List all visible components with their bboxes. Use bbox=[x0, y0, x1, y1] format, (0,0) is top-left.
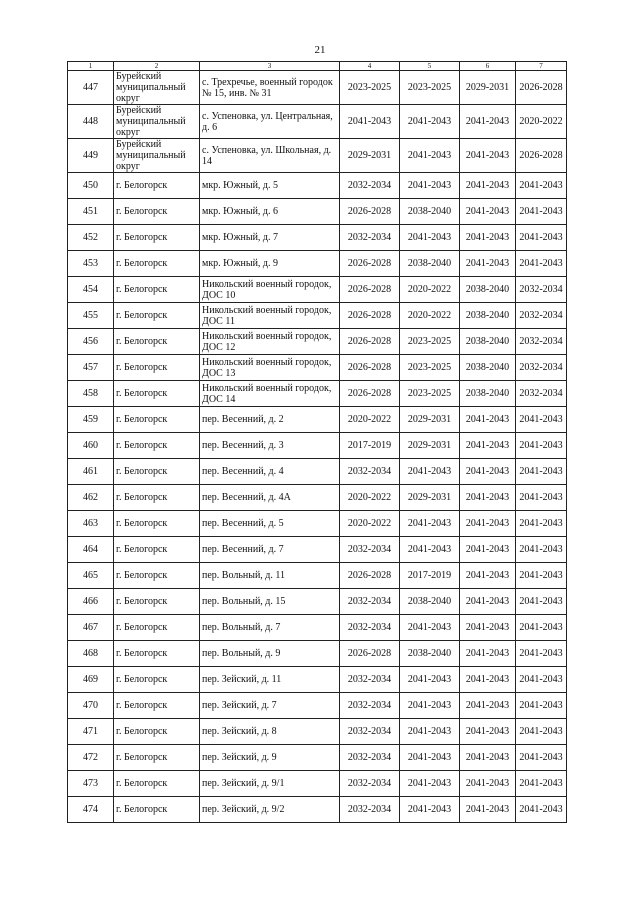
period-cell: 2041-2043 bbox=[400, 693, 460, 719]
municipality-cell: г. Белогорск bbox=[114, 407, 200, 433]
period-cell: 2026-2028 bbox=[340, 355, 400, 381]
period-cell: 2041-2043 bbox=[516, 199, 567, 225]
period-cell: 2041-2043 bbox=[516, 563, 567, 589]
period-cell: 2032-2034 bbox=[340, 745, 400, 771]
municipality-cell: г. Белогорск bbox=[114, 511, 200, 537]
period-cell: 2041-2043 bbox=[516, 797, 567, 823]
address-cell: Никольский военный городок, ДОС 14 bbox=[200, 381, 340, 407]
row-number: 460 bbox=[68, 433, 114, 459]
column-number: 3 bbox=[200, 62, 340, 71]
column-number: 5 bbox=[400, 62, 460, 71]
period-cell: 2041-2043 bbox=[460, 485, 516, 511]
period-cell: 2041-2043 bbox=[460, 139, 516, 173]
table-row bbox=[68, 511, 567, 537]
municipality-cell: г. Белогорск bbox=[114, 199, 200, 225]
period-cell: 2026-2028 bbox=[340, 563, 400, 589]
period-cell: 2032-2034 bbox=[340, 771, 400, 797]
period-cell: 2041-2043 bbox=[400, 105, 460, 139]
address-cell: пер. Весенний, д. 4 bbox=[200, 459, 340, 485]
table-row bbox=[68, 745, 567, 771]
period-cell: 2032-2034 bbox=[340, 537, 400, 563]
row-number: 473 bbox=[68, 771, 114, 797]
period-cell: 2041-2043 bbox=[460, 199, 516, 225]
row-number: 470 bbox=[68, 693, 114, 719]
municipality-cell: г. Белогорск bbox=[114, 615, 200, 641]
period-cell: 2026-2028 bbox=[340, 303, 400, 329]
municipality-cell: г. Белогорск bbox=[114, 771, 200, 797]
address-cell: пер. Весенний, д. 4А bbox=[200, 485, 340, 511]
period-cell: 2041-2043 bbox=[460, 719, 516, 745]
period-cell: 2041-2043 bbox=[400, 459, 460, 485]
period-cell: 2041-2043 bbox=[516, 719, 567, 745]
row-number: 466 bbox=[68, 589, 114, 615]
period-cell: 2041-2043 bbox=[340, 105, 400, 139]
municipality-cell: г. Белогорск bbox=[114, 329, 200, 355]
table-row bbox=[68, 225, 567, 251]
column-number: 2 bbox=[114, 62, 200, 71]
period-cell: 2041-2043 bbox=[400, 139, 460, 173]
municipality-cell: г. Белогорск bbox=[114, 277, 200, 303]
period-cell: 2041-2043 bbox=[400, 173, 460, 199]
table-row bbox=[68, 173, 567, 199]
row-number: 456 bbox=[68, 329, 114, 355]
period-cell: 2026-2028 bbox=[516, 71, 567, 105]
period-cell: 2029-2031 bbox=[400, 407, 460, 433]
row-number: 474 bbox=[68, 797, 114, 823]
municipality-cell: г. Белогорск bbox=[114, 537, 200, 563]
period-cell: 2023-2025 bbox=[400, 329, 460, 355]
table-row bbox=[68, 485, 567, 511]
period-cell: 2026-2028 bbox=[340, 381, 400, 407]
address-cell: пер. Зейский, д. 9/1 bbox=[200, 771, 340, 797]
table-row bbox=[68, 329, 567, 355]
period-cell: 2026-2028 bbox=[516, 139, 567, 173]
row-number: 467 bbox=[68, 615, 114, 641]
period-cell: 2041-2043 bbox=[400, 667, 460, 693]
period-cell: 2032-2034 bbox=[340, 589, 400, 615]
address-cell: с. Успеновка, ул. Центральная, д. 6 bbox=[200, 105, 340, 139]
period-cell: 2038-2040 bbox=[400, 641, 460, 667]
row-number: 450 bbox=[68, 173, 114, 199]
table-row bbox=[68, 667, 567, 693]
period-cell: 2038-2040 bbox=[460, 303, 516, 329]
table-row bbox=[68, 355, 567, 381]
period-cell: 2041-2043 bbox=[460, 667, 516, 693]
row-number: 458 bbox=[68, 381, 114, 407]
period-cell: 2041-2043 bbox=[516, 693, 567, 719]
period-cell: 2041-2043 bbox=[516, 589, 567, 615]
period-cell: 2038-2040 bbox=[400, 589, 460, 615]
municipality-cell: г. Белогорск bbox=[114, 641, 200, 667]
table-row bbox=[68, 719, 567, 745]
table-row bbox=[68, 615, 567, 641]
row-number: 463 bbox=[68, 511, 114, 537]
address-cell: Никольский военный городок, ДОС 13 bbox=[200, 355, 340, 381]
period-cell: 2032-2034 bbox=[516, 277, 567, 303]
municipality-cell: г. Белогорск bbox=[114, 719, 200, 745]
period-cell: 2017-2019 bbox=[340, 433, 400, 459]
row-number: 454 bbox=[68, 277, 114, 303]
address-cell: пер. Вольный, д. 9 bbox=[200, 641, 340, 667]
row-number: 469 bbox=[68, 667, 114, 693]
period-cell: 2032-2034 bbox=[516, 329, 567, 355]
row-number: 453 bbox=[68, 251, 114, 277]
table-row bbox=[68, 797, 567, 823]
municipality-cell: г. Белогорск bbox=[114, 433, 200, 459]
period-cell: 2041-2043 bbox=[460, 459, 516, 485]
table-body bbox=[68, 71, 567, 823]
period-cell: 2041-2043 bbox=[460, 251, 516, 277]
period-cell: 2023-2025 bbox=[400, 381, 460, 407]
period-cell: 2029-2031 bbox=[400, 433, 460, 459]
period-cell: 2041-2043 bbox=[460, 433, 516, 459]
period-cell: 2041-2043 bbox=[400, 511, 460, 537]
period-cell: 2041-2043 bbox=[460, 641, 516, 667]
row-number: 449 bbox=[68, 139, 114, 173]
address-cell: с. Успеновка, ул. Школьная, д. 14 bbox=[200, 139, 340, 173]
row-number: 465 bbox=[68, 563, 114, 589]
address-cell: пер. Зейский, д. 9 bbox=[200, 745, 340, 771]
period-cell: 2041-2043 bbox=[516, 771, 567, 797]
period-cell: 2023-2025 bbox=[400, 355, 460, 381]
table-row bbox=[68, 139, 567, 173]
address-cell: с. Трехречье, военный городок № 15, инв. № 31 bbox=[200, 71, 340, 105]
address-cell: пер. Зейский, д. 9/2 bbox=[200, 797, 340, 823]
period-cell: 2032-2034 bbox=[340, 615, 400, 641]
period-cell: 2029-2031 bbox=[400, 485, 460, 511]
period-cell: 2041-2043 bbox=[460, 407, 516, 433]
period-cell: 2038-2040 bbox=[400, 199, 460, 225]
municipality-cell: г. Белогорск bbox=[114, 381, 200, 407]
period-cell: 2020-2022 bbox=[340, 485, 400, 511]
row-number: 459 bbox=[68, 407, 114, 433]
table-row bbox=[68, 303, 567, 329]
period-cell: 2041-2043 bbox=[516, 225, 567, 251]
period-cell: 2032-2034 bbox=[340, 693, 400, 719]
period-cell: 2041-2043 bbox=[460, 797, 516, 823]
municipality-cell: г. Белогорск bbox=[114, 485, 200, 511]
period-cell: 2026-2028 bbox=[340, 251, 400, 277]
period-cell: 2041-2043 bbox=[400, 719, 460, 745]
row-number: 472 bbox=[68, 745, 114, 771]
row-number: 455 bbox=[68, 303, 114, 329]
municipality-cell: г. Белогорск bbox=[114, 797, 200, 823]
address-cell: пер. Зейский, д. 7 bbox=[200, 693, 340, 719]
period-cell: 2041-2043 bbox=[516, 251, 567, 277]
period-cell: 2032-2034 bbox=[340, 173, 400, 199]
row-number: 461 bbox=[68, 459, 114, 485]
address-cell: мкр. Южный, д. 5 bbox=[200, 173, 340, 199]
municipality-cell: г. Белогорск bbox=[114, 459, 200, 485]
period-cell: 2041-2043 bbox=[460, 615, 516, 641]
municipality-cell: г. Белогорск bbox=[114, 693, 200, 719]
period-cell: 2041-2043 bbox=[516, 433, 567, 459]
period-cell: 2032-2034 bbox=[340, 225, 400, 251]
period-cell: 2020-2022 bbox=[400, 277, 460, 303]
column-number: 1 bbox=[68, 62, 114, 71]
row-number: 448 bbox=[68, 105, 114, 139]
period-cell: 2041-2043 bbox=[516, 745, 567, 771]
municipality-cell: г. Белогорск bbox=[114, 563, 200, 589]
period-cell: 2020-2022 bbox=[400, 303, 460, 329]
table-row bbox=[68, 641, 567, 667]
table-row bbox=[68, 563, 567, 589]
period-cell: 2032-2034 bbox=[516, 381, 567, 407]
municipality-cell: Бурейский муниципальный округ bbox=[114, 71, 200, 105]
period-cell: 2041-2043 bbox=[516, 641, 567, 667]
table-row bbox=[68, 771, 567, 797]
address-cell: Никольский военный городок, ДОС 10 bbox=[200, 277, 340, 303]
period-cell: 2041-2043 bbox=[460, 173, 516, 199]
address-cell: пер. Весенний, д. 5 bbox=[200, 511, 340, 537]
period-cell: 2026-2028 bbox=[340, 641, 400, 667]
address-cell: пер. Вольный, д. 11 bbox=[200, 563, 340, 589]
address-cell: пер. Зейский, д. 8 bbox=[200, 719, 340, 745]
column-number-row bbox=[68, 62, 567, 71]
row-number: 447 bbox=[68, 71, 114, 105]
address-cell: пер. Зейский, д. 11 bbox=[200, 667, 340, 693]
municipality-cell: г. Белогорск bbox=[114, 667, 200, 693]
period-cell: 2029-2031 bbox=[460, 71, 516, 105]
row-number: 462 bbox=[68, 485, 114, 511]
period-cell: 2041-2043 bbox=[516, 485, 567, 511]
period-cell: 2041-2043 bbox=[460, 693, 516, 719]
period-cell: 2023-2025 bbox=[340, 71, 400, 105]
table-row bbox=[68, 251, 567, 277]
table-row bbox=[68, 105, 567, 139]
column-number: 4 bbox=[340, 62, 400, 71]
period-cell: 2017-2019 bbox=[400, 563, 460, 589]
address-cell: мкр. Южный, д. 9 bbox=[200, 251, 340, 277]
period-cell: 2041-2043 bbox=[516, 173, 567, 199]
table-row bbox=[68, 277, 567, 303]
period-cell: 2041-2043 bbox=[516, 667, 567, 693]
period-cell: 2038-2040 bbox=[460, 277, 516, 303]
period-cell: 2038-2040 bbox=[460, 381, 516, 407]
period-cell: 2038-2040 bbox=[400, 251, 460, 277]
period-cell: 2020-2022 bbox=[340, 511, 400, 537]
period-cell: 2041-2043 bbox=[460, 225, 516, 251]
period-cell: 2041-2043 bbox=[460, 745, 516, 771]
table-row bbox=[68, 199, 567, 225]
page-number: 21 bbox=[314, 44, 326, 56]
address-cell: Никольский военный городок, ДОС 11 bbox=[200, 303, 340, 329]
period-cell: 2038-2040 bbox=[460, 355, 516, 381]
table-row bbox=[68, 459, 567, 485]
address-cell: мкр. Южный, д. 6 bbox=[200, 199, 340, 225]
period-cell: 2020-2022 bbox=[340, 407, 400, 433]
period-cell: 2041-2043 bbox=[400, 537, 460, 563]
period-cell: 2041-2043 bbox=[460, 511, 516, 537]
period-cell: 2026-2028 bbox=[340, 329, 400, 355]
municipality-cell: Бурейский муниципальный округ bbox=[114, 139, 200, 173]
row-number: 457 bbox=[68, 355, 114, 381]
address-cell: пер. Весенний, д. 2 bbox=[200, 407, 340, 433]
period-cell: 2041-2043 bbox=[516, 511, 567, 537]
row-number: 468 bbox=[68, 641, 114, 667]
period-cell: 2041-2043 bbox=[460, 771, 516, 797]
period-cell: 2041-2043 bbox=[516, 459, 567, 485]
municipality-cell: г. Белогорск bbox=[114, 745, 200, 771]
column-number: 6 bbox=[460, 62, 516, 71]
table-row bbox=[68, 433, 567, 459]
period-cell: 2041-2043 bbox=[460, 589, 516, 615]
table-row bbox=[68, 589, 567, 615]
table-row bbox=[68, 407, 567, 433]
schedule-table bbox=[67, 61, 567, 823]
column-number: 7 bbox=[516, 62, 567, 71]
municipality-cell: г. Белогорск bbox=[114, 225, 200, 251]
period-cell: 2041-2043 bbox=[460, 563, 516, 589]
municipality-cell: г. Белогорск bbox=[114, 303, 200, 329]
period-cell: 2041-2043 bbox=[400, 745, 460, 771]
period-cell: 2041-2043 bbox=[400, 771, 460, 797]
period-cell: 2026-2028 bbox=[340, 199, 400, 225]
municipality-cell: Бурейский муниципальный округ bbox=[114, 105, 200, 139]
period-cell: 2029-2031 bbox=[340, 139, 400, 173]
period-cell: 2032-2034 bbox=[340, 459, 400, 485]
period-cell: 2032-2034 bbox=[516, 303, 567, 329]
period-cell: 2026-2028 bbox=[340, 277, 400, 303]
address-cell: пер. Вольный, д. 15 bbox=[200, 589, 340, 615]
municipality-cell: г. Белогорск bbox=[114, 355, 200, 381]
period-cell: 2032-2034 bbox=[340, 667, 400, 693]
address-cell: пер. Весенний, д. 7 bbox=[200, 537, 340, 563]
period-cell: 2023-2025 bbox=[400, 71, 460, 105]
table-row bbox=[68, 693, 567, 719]
period-cell: 2041-2043 bbox=[400, 797, 460, 823]
period-cell: 2041-2043 bbox=[516, 615, 567, 641]
table-row bbox=[68, 71, 567, 105]
period-cell: 2038-2040 bbox=[460, 329, 516, 355]
period-cell: 2041-2043 bbox=[460, 105, 516, 139]
address-cell: пер. Вольный, д. 7 bbox=[200, 615, 340, 641]
municipality-cell: г. Белогорск bbox=[114, 173, 200, 199]
table-row bbox=[68, 381, 567, 407]
municipality-cell: г. Белогорск bbox=[114, 251, 200, 277]
address-cell: мкр. Южный, д. 7 bbox=[200, 225, 340, 251]
row-number: 471 bbox=[68, 719, 114, 745]
municipality-cell: г. Белогорск bbox=[114, 589, 200, 615]
period-cell: 2032-2034 bbox=[340, 797, 400, 823]
address-cell: пер. Весенний, д. 3 bbox=[200, 433, 340, 459]
period-cell: 2041-2043 bbox=[400, 225, 460, 251]
row-number: 464 bbox=[68, 537, 114, 563]
row-number: 451 bbox=[68, 199, 114, 225]
period-cell: 2041-2043 bbox=[460, 537, 516, 563]
table-row bbox=[68, 537, 567, 563]
period-cell: 2032-2034 bbox=[340, 719, 400, 745]
row-number: 452 bbox=[68, 225, 114, 251]
address-cell: Никольский военный городок, ДОС 12 bbox=[200, 329, 340, 355]
period-cell: 2020-2022 bbox=[516, 105, 567, 139]
period-cell: 2032-2034 bbox=[516, 355, 567, 381]
period-cell: 2041-2043 bbox=[516, 407, 567, 433]
period-cell: 2041-2043 bbox=[400, 615, 460, 641]
period-cell: 2041-2043 bbox=[516, 537, 567, 563]
